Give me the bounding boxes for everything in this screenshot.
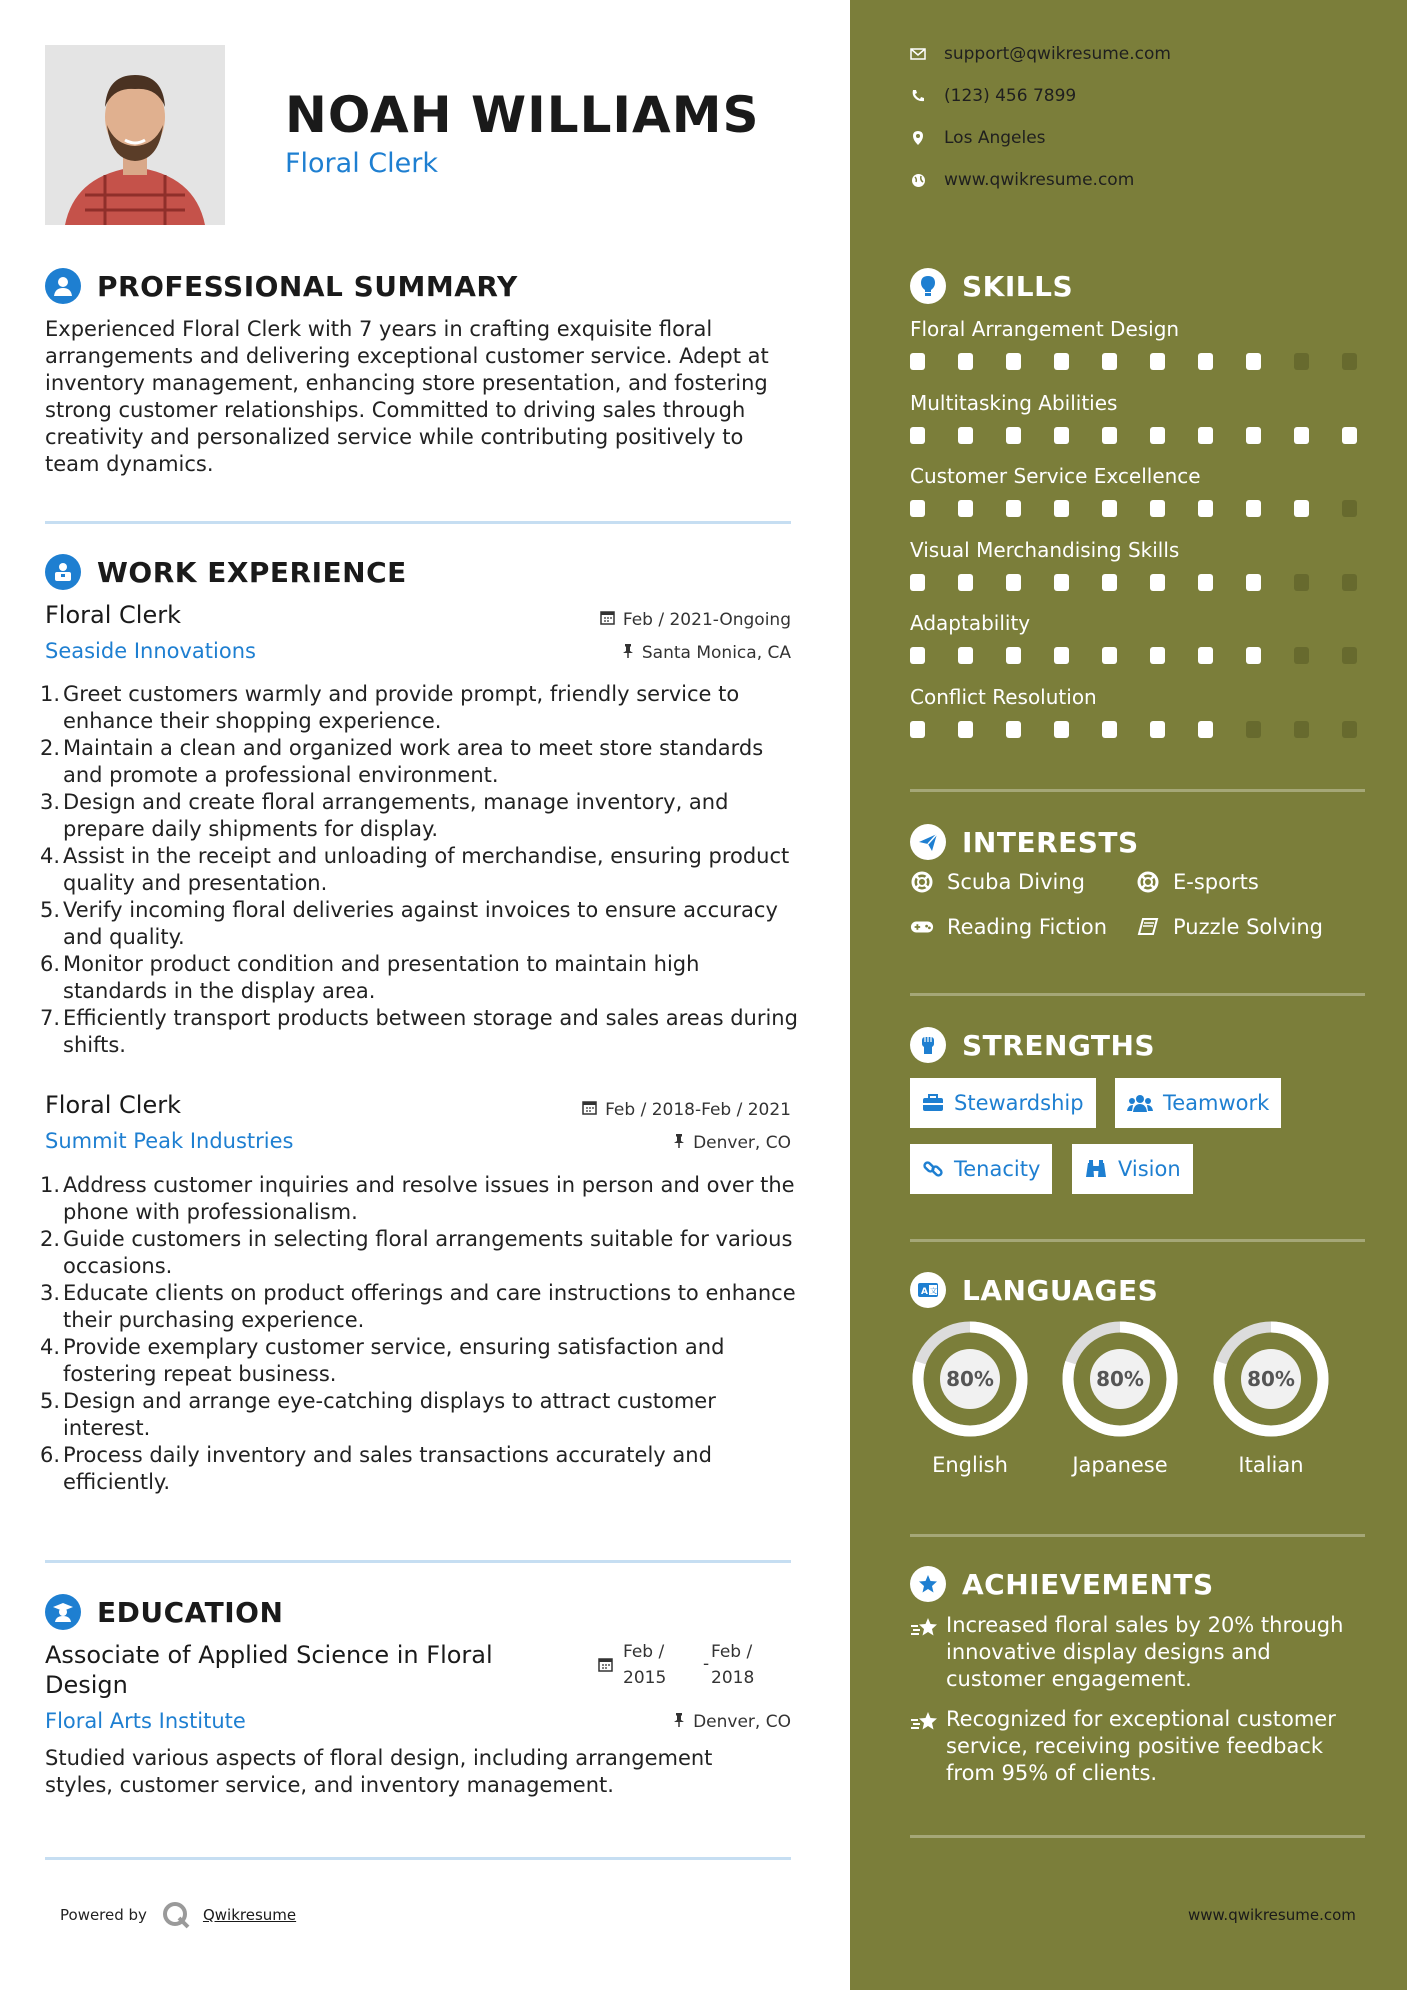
life-ring-icon [910, 871, 934, 893]
skill-name: Multitasking Abilities [910, 390, 1118, 415]
skill-dot [1342, 647, 1357, 664]
profile-photo [45, 45, 225, 225]
end-year: 2018 [711, 1668, 755, 1688]
skill-dot [1102, 721, 1117, 738]
job-date-text: Feb / 2018-Feb / 2021 [605, 1100, 791, 1120]
calendar-icon [598, 1657, 613, 1677]
list-item: 3. Educate clients on product offerings and care instructions to enhance their purchasing experience. [40, 1281, 796, 1332]
user-icon [45, 268, 81, 304]
language-percent: 80% [1247, 1367, 1295, 1391]
skill-dot [910, 353, 925, 370]
skill-dot [1198, 574, 1213, 591]
skill-rating [910, 721, 1390, 738]
list-item: 1. Greet customers warmly and provide prompt, friendly service to enhance their shopping experience. [40, 682, 740, 733]
graduate-icon [45, 1594, 81, 1630]
degree-title-line1: Associate of Applied Science in Floral [45, 1641, 493, 1669]
contact-location [910, 128, 1046, 148]
list-item: 7. Efficiently transport products between storage and sales areas during shifts. [40, 1006, 798, 1057]
job-title: Floral Clerk [45, 1091, 181, 1119]
skill-dot [1294, 574, 1309, 591]
pin-icon [622, 643, 634, 663]
skill-dot [1054, 574, 1069, 591]
email-text[interactable]: support@qwikresume.com [944, 44, 1171, 64]
skill-rating [910, 647, 1390, 664]
map-marker-icon [910, 130, 926, 146]
skill-dot [958, 647, 973, 664]
footer-website[interactable]: www.qwikresume.com [1188, 1906, 1356, 1924]
company-name: Seaside Innovations [45, 639, 256, 663]
skills-heading [910, 268, 1073, 304]
gamepad-icon [910, 919, 934, 935]
language-name: Italian [1238, 1453, 1304, 1477]
interest-label: Puzzle Solving [1173, 915, 1323, 939]
end-month: Feb / [711, 1642, 753, 1662]
skill-rating [910, 574, 1390, 591]
candidate-name: NOAH WILLIAMS [285, 86, 760, 144]
skill-dot [1294, 721, 1309, 738]
sidebar-divider [910, 789, 1365, 792]
achievement-item [910, 1706, 1360, 1787]
paper-plane-icon [910, 824, 946, 860]
strength-chip [910, 1144, 1052, 1194]
envelope-icon [910, 48, 926, 60]
skill-dot [1198, 353, 1213, 370]
skill-dot [958, 721, 973, 738]
skill-dot [1246, 500, 1261, 517]
language-ring [1211, 1319, 1331, 1443]
skill-dot [910, 427, 925, 444]
skill-dot [1054, 647, 1069, 664]
shooting-star-icon [910, 1612, 946, 1693]
skill-dot [1342, 427, 1357, 444]
skill-dot [1246, 427, 1261, 444]
skill-name: Customer Service Excellence [910, 464, 1201, 488]
job-location-text: Denver, CO [693, 1133, 791, 1153]
star-badge-icon [910, 1566, 946, 1602]
languages-title: LANGUAGES [962, 1273, 1159, 1307]
skill-dot [1294, 427, 1309, 444]
powered-by [60, 1900, 296, 1930]
users-icon [1127, 1093, 1153, 1113]
achievement-item [910, 1612, 1360, 1693]
skill-dot [1006, 721, 1021, 738]
job-location [491, 1133, 791, 1153]
job-location [491, 643, 791, 663]
list-item: 3. Design and create floral arrangements, manage inventory, and prepare daily shipments for display. [40, 790, 729, 841]
skills-title: SKILLS [962, 269, 1074, 303]
briefcase-icon [922, 1094, 944, 1112]
strength-label: Teamwork [1163, 1091, 1270, 1115]
skill-dot [1150, 721, 1165, 738]
skill-dot [1198, 500, 1213, 517]
skill-dot [1006, 353, 1021, 370]
book-icon [1136, 917, 1160, 937]
skill-dot [1342, 500, 1357, 517]
language-percent: 80% [946, 1367, 994, 1391]
skill-dot [1246, 574, 1261, 591]
skill-name: Conflict Resolution [910, 684, 1097, 709]
qwikresume-logo-icon [161, 1900, 191, 1930]
skill-dot [958, 500, 973, 517]
svg-text:文: 文 [930, 1287, 937, 1295]
interest-label: Scuba Diving [947, 870, 1085, 894]
skill-dot [1054, 721, 1069, 738]
education-title: EDUCATION [97, 1595, 284, 1629]
language-icon [910, 1272, 946, 1308]
skill-rating [910, 427, 1390, 444]
list-item: 1. Address customer inquiries and resolve issues in person and over the phone with professionalism. [40, 1173, 795, 1224]
svg-text:A: A [921, 1287, 928, 1297]
experience-heading [45, 554, 407, 590]
binoculars-icon [1084, 1159, 1108, 1179]
skill-dot [1198, 427, 1213, 444]
skill-dot [1342, 721, 1357, 738]
skill-dot [1294, 353, 1309, 370]
interests-heading [910, 824, 1139, 860]
skill-dot [1246, 647, 1261, 664]
location-text: Los Angeles [944, 128, 1046, 148]
calendar-icon [600, 610, 615, 630]
contact-phone [910, 86, 1076, 106]
education-text: Studied various aspects of floral design, including arrangement styles, customer service, and inventory management. [45, 1746, 713, 1797]
phone-icon [910, 89, 926, 103]
skill-dot [910, 500, 925, 517]
skill-dot [1246, 353, 1261, 370]
section-divider [45, 521, 791, 524]
globe-icon [910, 173, 926, 188]
skill-dot [1150, 574, 1165, 591]
language-ring [910, 1319, 1030, 1443]
skill-dot [1342, 574, 1357, 591]
summary-heading [45, 268, 518, 304]
job-location-text: Santa Monica, CA [641, 643, 791, 663]
skill-rating [910, 353, 1390, 370]
pin-icon [673, 1133, 685, 1153]
company-name: Summit Peak Industries [45, 1129, 294, 1153]
education-heading [45, 1594, 283, 1630]
skill-dot [1102, 427, 1117, 444]
summary-title: PROFESSIONAL SUMMARY [97, 269, 518, 303]
summary-text: Experienced Floral Clerk with 7 years in crafting exquisite floral arrangements and delivering exceptional customer service. Adept at inventory management, enhancing store presentation, and fostering strong customer relationships. Committed to driving sales through creativity and personalized service while contributing positively to team dynamics. [45, 317, 769, 476]
skill-dot [1054, 500, 1069, 517]
skill-dot [1294, 647, 1309, 664]
contact-email [910, 44, 1171, 64]
degree-title-line2: Design [45, 1671, 128, 1699]
skill-dot [1102, 353, 1117, 370]
section-divider [45, 1560, 791, 1563]
powered-by-label: Powered by [60, 1906, 147, 1924]
job-title: Floral Clerk [45, 601, 181, 629]
strength-label: Vision [1118, 1157, 1181, 1181]
start-month: Feb / [623, 1642, 665, 1662]
interest-label: E-sports [1173, 870, 1259, 894]
list-item: 2. Guide customers in selecting floral arrangements suitable for various occasions. [40, 1227, 793, 1278]
qwikresume-link[interactable]: Qwikresume [202, 1906, 297, 1924]
date-dash: - [703, 1654, 710, 1674]
languages-heading [910, 1272, 1158, 1308]
skill-dot [1102, 500, 1117, 517]
skill-dot [1198, 647, 1213, 664]
interests-title: INTERESTS [962, 825, 1139, 859]
list-item: 4. Provide exemplary customer service, ensuring satisfaction and fostering repeat business. [40, 1335, 725, 1386]
skill-dot [958, 353, 973, 370]
strength-label: Stewardship [954, 1091, 1084, 1115]
experience-title: WORK EXPERIENCE [97, 555, 407, 589]
language-name: English [932, 1453, 1008, 1477]
link-icon [922, 1158, 944, 1180]
skill-dot [910, 721, 925, 738]
interest-label: Reading Fiction [947, 915, 1108, 939]
skill-dot [1006, 647, 1021, 664]
skill-dot [1342, 353, 1357, 370]
skill-dot [1246, 721, 1261, 738]
start-year: 2015 [623, 1668, 667, 1688]
skill-name: Floral Arrangement Design [910, 317, 1180, 341]
strength-label: Tenacity [954, 1157, 1041, 1181]
education-location-text: Denver, CO [693, 1712, 791, 1732]
phone-text: (123) 456 7899 [944, 86, 1077, 106]
shooting-star-icon [910, 1706, 946, 1787]
skill-dot [1294, 500, 1309, 517]
pin-icon [673, 1712, 685, 1732]
skill-dot [1006, 500, 1021, 517]
achievement-text: Increased floral sales by 20% through innovative display designs and customer engagement. [946, 1613, 1344, 1691]
sidebar-divider [910, 1835, 1365, 1838]
skill-dot [1102, 647, 1117, 664]
skill-dot [1150, 427, 1165, 444]
job-duties-list [40, 1172, 800, 1496]
interest-item [910, 870, 1085, 894]
skill-rating [910, 500, 1390, 517]
achievements-heading [910, 1566, 1214, 1602]
job-date [491, 610, 791, 630]
skill-dot [1054, 427, 1069, 444]
strength-chip [1115, 1078, 1281, 1128]
interest-item [1136, 870, 1259, 894]
interest-item [1136, 915, 1323, 939]
sidebar-divider [910, 1239, 1365, 1242]
skill-dot [958, 574, 973, 591]
skill-dot [1198, 721, 1213, 738]
interest-item [910, 915, 1107, 939]
skill-dot [910, 574, 925, 591]
list-item: 6. Process daily inventory and sales transactions accurately and efficiently. [40, 1443, 712, 1494]
contact-website [910, 170, 1134, 190]
skill-name: Visual Merchandising Skills [910, 537, 1180, 562]
calendar-icon [582, 1100, 597, 1120]
candidate-role: Floral Clerk [285, 148, 438, 179]
skill-dot [958, 427, 973, 444]
job-duties-list [40, 681, 800, 1059]
skill-dot [1054, 353, 1069, 370]
strength-chip [1072, 1144, 1193, 1194]
school-name: Floral Arts Institute [45, 1709, 246, 1733]
skill-dot [1150, 353, 1165, 370]
list-item: 5. Verify incoming floral deliveries against invoices to ensure accuracy and quality. [40, 898, 778, 949]
briefcase-user-icon [45, 554, 81, 590]
achievements-title: ACHIEVEMENTS [962, 1567, 1214, 1601]
sidebar-divider [910, 1534, 1365, 1537]
skill-dot [1150, 647, 1165, 664]
skill-name: Adaptability [910, 611, 1031, 635]
lightbulb-icon [910, 268, 946, 304]
sidebar-divider [910, 993, 1365, 996]
list-item: 4. Assist in the receipt and unloading of merchandise, ensuring product quality and presentation. [40, 844, 790, 895]
language-name: Japanese [1072, 1453, 1168, 1477]
skill-dot [1102, 574, 1117, 591]
skill-dot [1006, 574, 1021, 591]
skill-dot [1006, 427, 1021, 444]
job-date [491, 1100, 791, 1120]
website-text[interactable]: www.qwikresume.com [944, 170, 1135, 190]
list-item: 6. Monitor product condition and presentation to maintain high standards in the display area. [40, 952, 700, 1003]
achievement-text: Recognized for exceptional customer service, receiving positive feedback from 95% of clients. [946, 1707, 1336, 1785]
strength-chip [910, 1078, 1096, 1128]
list-item: 5. Design and arrange eye-catching displays to attract customer interest. [40, 1389, 716, 1440]
strengths-title: STRENGTHS [962, 1028, 1156, 1062]
education-location [491, 1712, 791, 1732]
list-item: 2. Maintain a clean and organized work area to meet store standards and promote a professional environment. [40, 736, 764, 787]
skill-dot [1150, 500, 1165, 517]
education-dates [598, 1642, 798, 1692]
strengths-heading [910, 1027, 1155, 1063]
life-ring-icon [1136, 871, 1160, 893]
section-divider [45, 1857, 791, 1860]
language-ring [1060, 1319, 1180, 1443]
fist-icon [910, 1027, 946, 1063]
job-date-text: Feb / 2021-Ongoing [622, 610, 791, 630]
skill-dot [910, 647, 925, 664]
language-percent: 80% [1096, 1367, 1144, 1391]
